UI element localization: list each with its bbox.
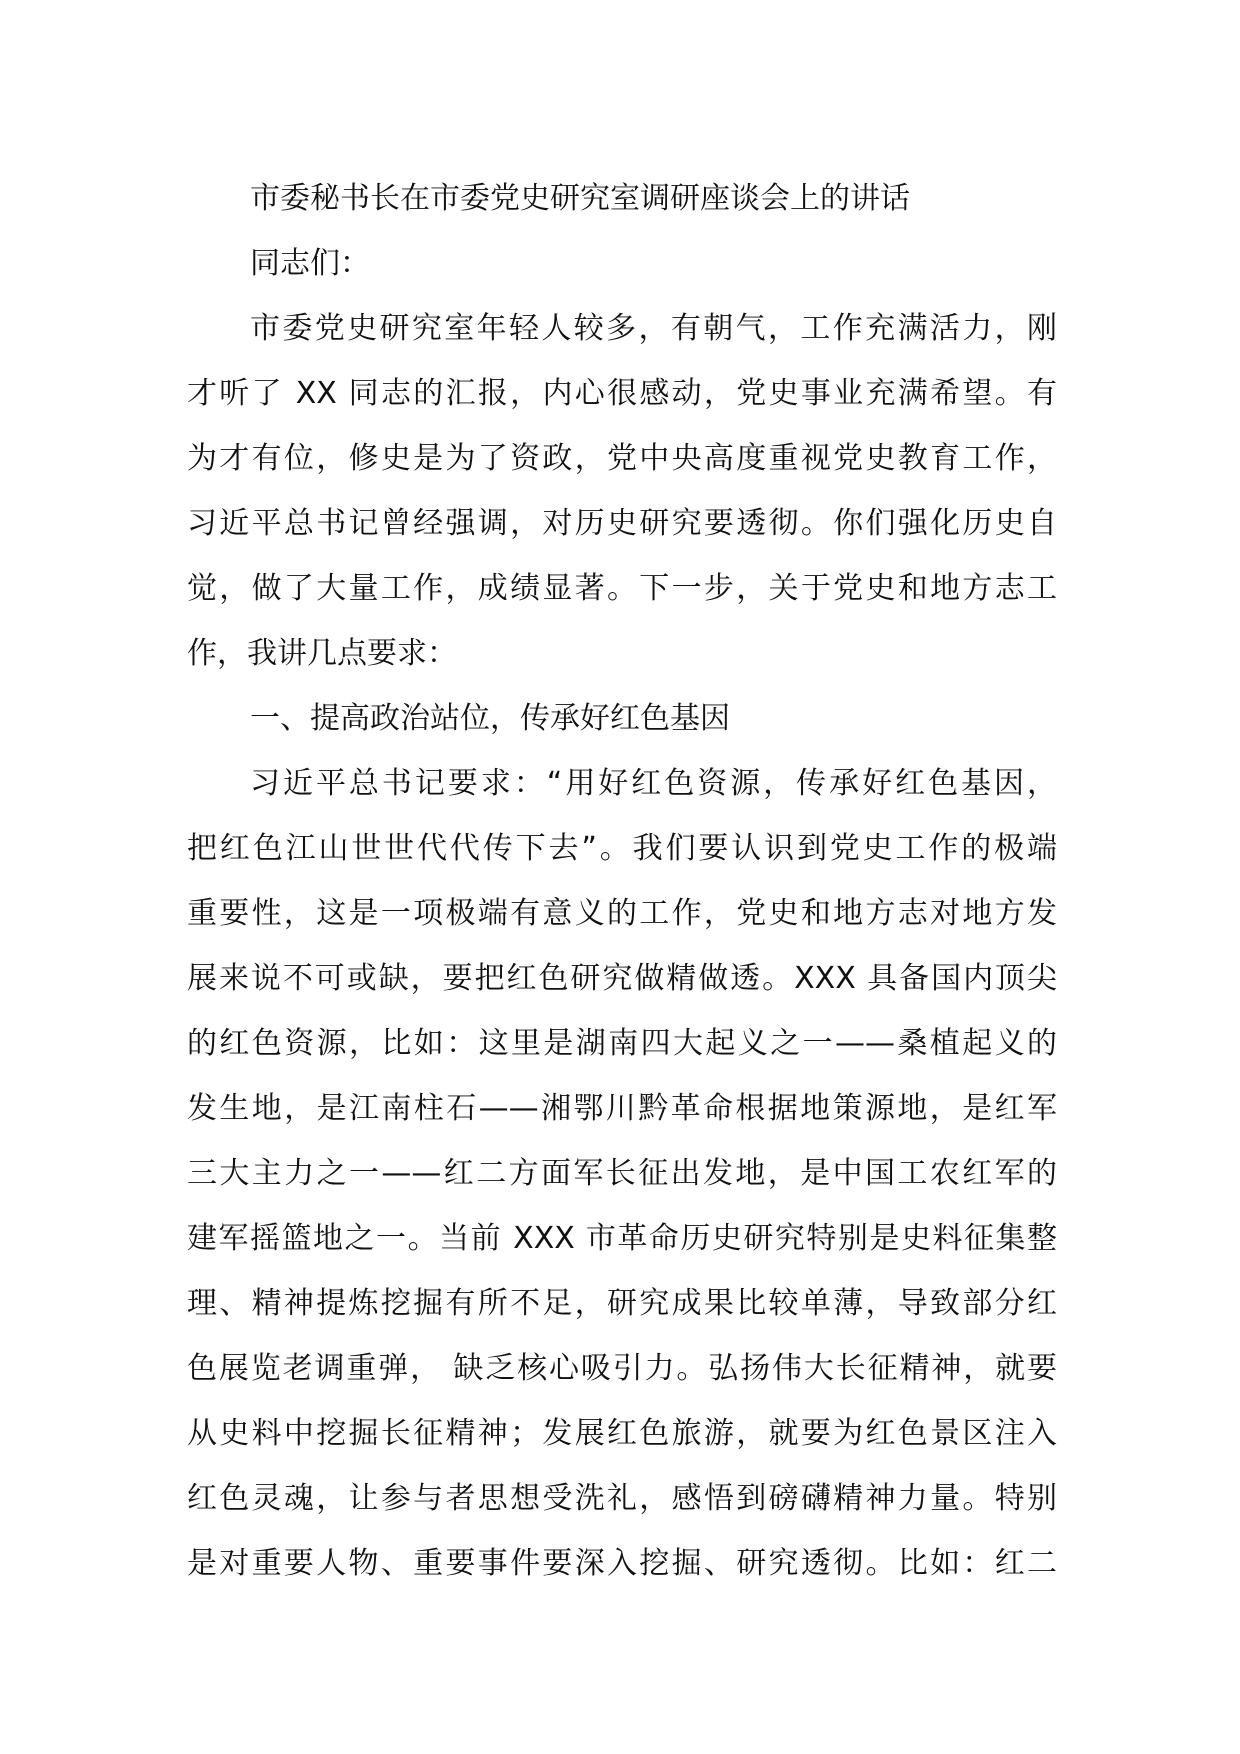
paragraph-line: 把红色江山世世代代传下去”。我们要认识到党史工作的极端 (187, 831, 1057, 866)
paragraph-line: 发生地，是江南柱石——湘鄂川黔革命根据地策源地，是红军 (187, 1091, 1057, 1126)
paragraph-line: 习近平总书记曾经强调，对历史研究要透彻。你们强化历史自 (187, 506, 1057, 541)
paragraph-line: 的红色资源，比如：这里是湖南四大起义之一——桑植起义的 (187, 1026, 1057, 1061)
section-heading: 一、提高政治站位，传承好红色基因 (250, 701, 730, 736)
paragraph-line: 市委党史研究室年轻人较多，有朝气，工作充满活力，刚 (250, 311, 1057, 346)
paragraph-line: 展来说不可或缺，要把红色研究做精做透。XXX 具备国内顶尖 (187, 961, 1057, 996)
paragraph-line: 三大主力之一——红二方面军长征出发地，是中国工农红军的 (187, 1156, 1057, 1191)
paragraph-line: 是对重要人物、重要事件要深入挖掘、研究透彻。比如：红二 (187, 1546, 1057, 1581)
paragraph-line: 红色灵魂，让参与者思想受洗礼，感悟到磅礴精神力量。特别 (187, 1481, 1057, 1516)
paragraph-line: 才听了 XX 同志的汇报，内心很感动，党史事业充满希望。有 (187, 376, 1057, 411)
paragraph-line: 重要性，这是一项极端有意义的工作，党史和地方志对地方发 (187, 896, 1057, 931)
paragraph-line: 从史料中挖掘长征精神；发展红色旅游，就要为红色景区注入 (187, 1416, 1057, 1451)
paragraph-line: 色展览老调重弹， 缺乏核心吸引力。弘扬伟大长征精神，就要 (187, 1351, 1057, 1386)
paragraph-line: 觉，做了大量工作，成绩显著。下一步，关于党史和地方志工 (187, 571, 1057, 606)
paragraph-line: 理、精神提炼挖掘有所不足，研究成果比较单薄，导致部分红 (187, 1286, 1057, 1321)
document-title: 市委秘书长在市委党史研究室调研座谈会上的讲话 (250, 181, 910, 216)
paragraph-line: 建军摇篮地之一。当前 XXX 市革命历史研究特别是史料征集整 (187, 1221, 1057, 1256)
paragraph-line: 为才有位，修史是为了资政，党中央高度重视党史教育工作， (187, 441, 1057, 476)
salutation: 同志们： (250, 246, 370, 281)
paragraph-line: 习近平总书记要求：“用好红色资源，传承好红色基因， (250, 766, 1057, 801)
paragraph-line: 作，我讲几点要求： (187, 636, 457, 671)
document-body (187, 166, 1057, 1596)
